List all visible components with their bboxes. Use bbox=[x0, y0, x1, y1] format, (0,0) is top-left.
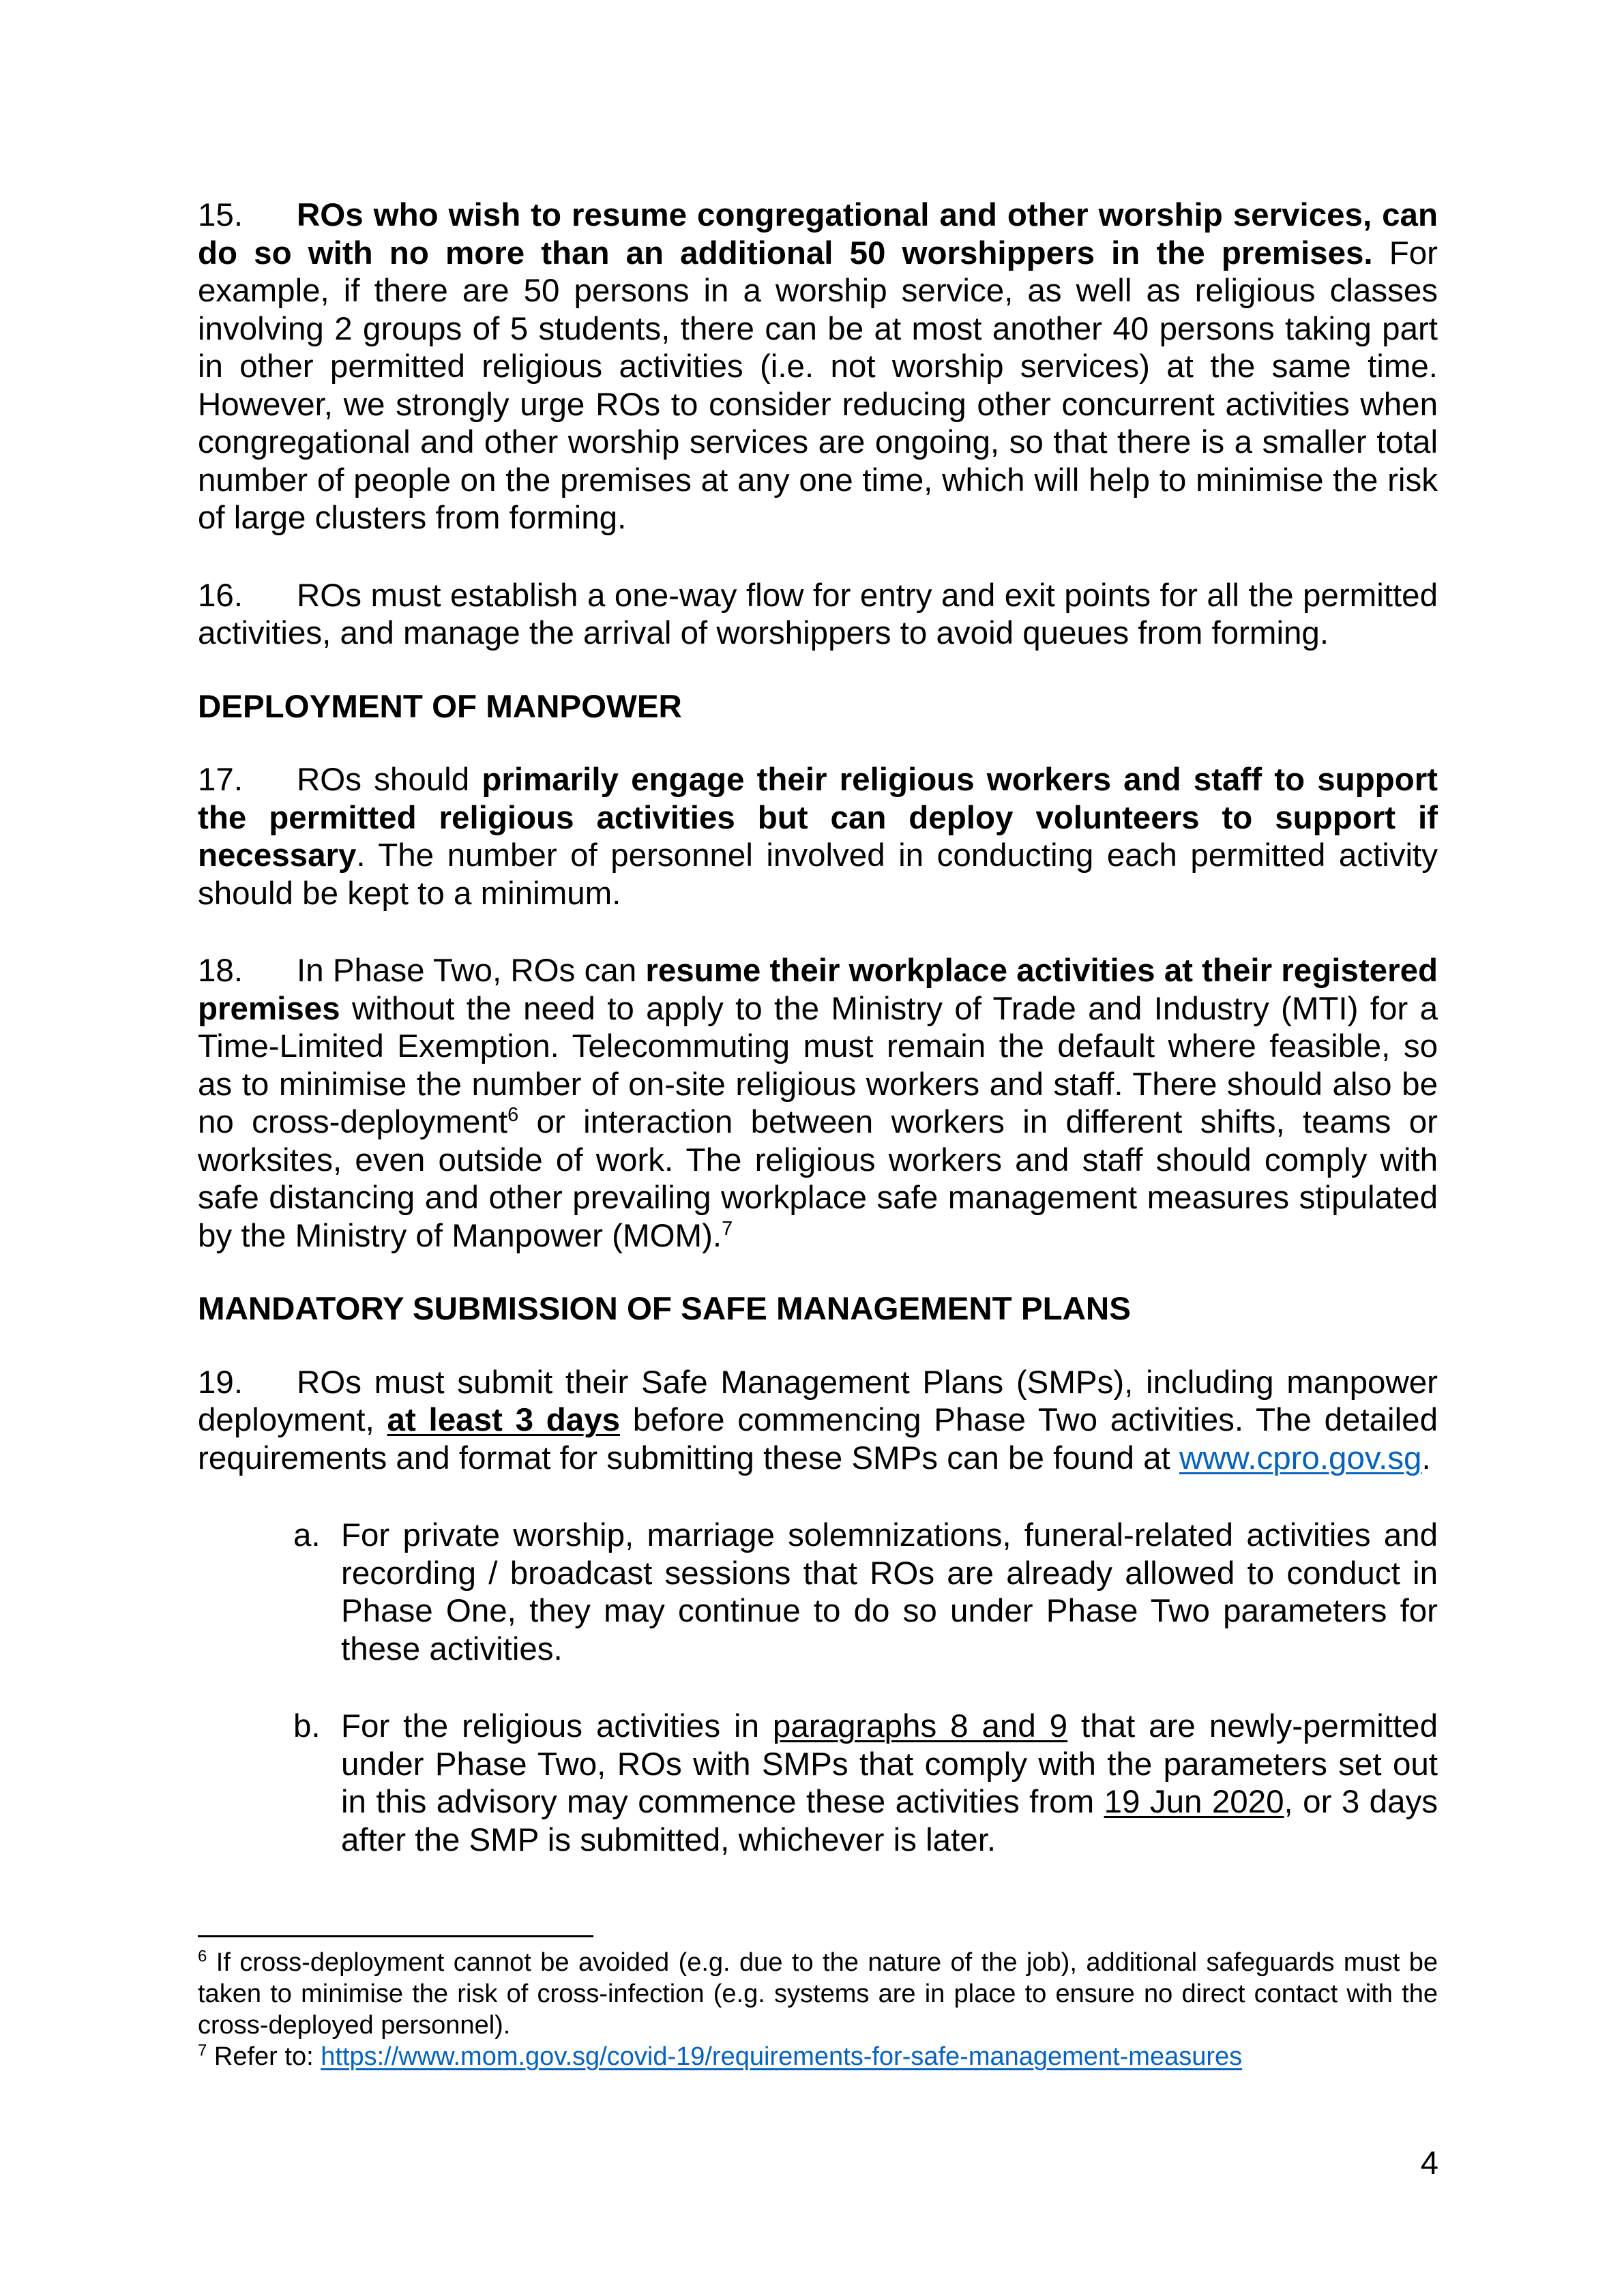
paragraph-number: 18. bbox=[198, 953, 243, 989]
paragraph-19 bbox=[198, 1364, 1438, 1478]
mom-requirements-link[interactable]: https://www.mom.gov.sg/covid-19/requirements-for-safe-management-measures bbox=[321, 2042, 1243, 2071]
sub-item-text: that are newly-permitted under Phase Two, ROs with SMPs that comply with the parameters set out in this advisory may commence these activities from bbox=[341, 1708, 1438, 1820]
paragraph-text: or interaction between workers in different shifts, teams or worksites, even outside of work. The religious workers and staff should comply with safe distancing and other prevailing workplace safe management measures stipulated by the Ministry of Manpower (MOM). bbox=[198, 1104, 1438, 1254]
paragraph-bold-underlined-text: at least 3 days bbox=[387, 1402, 621, 1438]
sub-item-b bbox=[293, 1708, 1438, 1859]
paragraph-bold-text: primarily engage their religious workers and staff to support the permitted religious activities but can deploy volunteers to support if necessary bbox=[198, 762, 1438, 874]
paragraph-18 bbox=[198, 952, 1438, 1255]
paragraph-17 bbox=[198, 761, 1438, 912]
paragraph-text: For example, if there are 50 persons in a worship service, as well as religious classes involving 2 groups of 5 students, there can be at most another 40 persons taking part in other permitted religious activities (i.e. not worship services) at the same time. However, we strongly urge ROs to consider reducing other concurrent activities when congregational and other worship services are ongoing, so that there is a smaller total number of people on the premises at any one time, which will help to minimise the risk of large clusters from forming. bbox=[198, 235, 1438, 536]
sub-item-text: For the religious activities in bbox=[341, 1708, 773, 1744]
sub-item-letter: b. bbox=[293, 1708, 321, 1744]
section-heading-smp: MANDATORY SUBMISSION OF SAFE MANAGEMENT PLANS bbox=[198, 1291, 1131, 1327]
page-number: 4 bbox=[1420, 2145, 1438, 2181]
paragraph-number: 17. bbox=[198, 762, 243, 798]
footnote-reference-6[interactable]: 6 bbox=[507, 1104, 519, 1127]
footnote-text: Refer to: bbox=[207, 2042, 321, 2071]
commencement-date: 19 Jun 2020 bbox=[1104, 1784, 1284, 1820]
footnote-7 bbox=[198, 2041, 1438, 2072]
paragraph-text: without the need to apply to the Ministry of Trade and Industry (MTI) for a Time-Limited Exemption. Telecommuting must remain the default where feasible, so as to minimise the number of on-site religious workers and staff. There should also be no cross-deployment bbox=[198, 990, 1438, 1140]
footnote-number: 7 bbox=[198, 2041, 207, 2060]
section-heading-manpower: DEPLOYMENT OF MANPOWER bbox=[198, 688, 682, 725]
paragraph-text: before commencing Phase Two activities. The detailed requirements and format for submitting these SMPs can be found at bbox=[198, 1402, 1438, 1476]
paragraph-cross-reference: paragraphs 8 and 9 bbox=[772, 1708, 1068, 1744]
footnote-reference-7[interactable]: 7 bbox=[722, 1217, 733, 1240]
main-content bbox=[198, 196, 1438, 1859]
paragraph-number: 19. bbox=[198, 1364, 243, 1401]
sub-item-text: , or 3 days after the SMP is submitted, whichever is later. bbox=[341, 1784, 1438, 1858]
footnote-6 bbox=[198, 1947, 1438, 2041]
paragraph-text: . The number of personnel involved in conducting each permitted activity should be kept to a minimum. bbox=[198, 837, 1438, 912]
paragraph-bold-text: ROs who wish to resume congregational and other worship services, can do so with no more than an additional 50 worshippers in the premises. bbox=[198, 197, 1438, 271]
cpro-website-link[interactable]: www.cpro.gov.sg bbox=[1179, 1440, 1422, 1476]
paragraph-15 bbox=[198, 196, 1438, 537]
paragraph-number: 16. bbox=[198, 577, 243, 614]
footnotes bbox=[198, 1947, 1438, 2072]
paragraph-bold-text: resume their workplace activities at their registered premises bbox=[198, 953, 1438, 1027]
footnote-text: If cross-deployment cannot be avoided (e.g. due to the nature of the job), additional safeguards must be taken to minimise the risk of cross-infection (e.g. systems are in place to ensure no direct contact with the cross-deployed personnel). bbox=[198, 1948, 1438, 2040]
paragraph-16 bbox=[198, 577, 1438, 653]
sub-item-body bbox=[341, 1708, 1438, 1859]
paragraph-text: ROs should bbox=[297, 762, 482, 798]
sub-item-text: For private worship, marriage solemnizations, funeral-related activities and recording / broadcast sessions that ROs are already allowed to conduct in Phase One, they may continue to do so under Phase Two parameters for these activities. bbox=[341, 1517, 1438, 1667]
paragraph-number: 15. bbox=[198, 197, 243, 233]
footnote-separator bbox=[198, 1935, 593, 1937]
sub-item-letter: a. bbox=[293, 1517, 321, 1553]
sub-item-a bbox=[293, 1517, 1438, 1668]
paragraph-text: ROs must submit their Safe Management Plans (SMPs), including manpower deployment, bbox=[198, 1364, 1438, 1438]
paragraph-text: . bbox=[1421, 1440, 1431, 1476]
footnote-number: 6 bbox=[198, 1947, 207, 1966]
paragraph-text: In Phase Two, ROs can bbox=[297, 953, 646, 989]
paragraph-text: ROs must establish a one-way flow for entry and exit points for all the permitted activities, and manage the arrival of worshippers to avoid queues from forming. bbox=[198, 577, 1438, 651]
